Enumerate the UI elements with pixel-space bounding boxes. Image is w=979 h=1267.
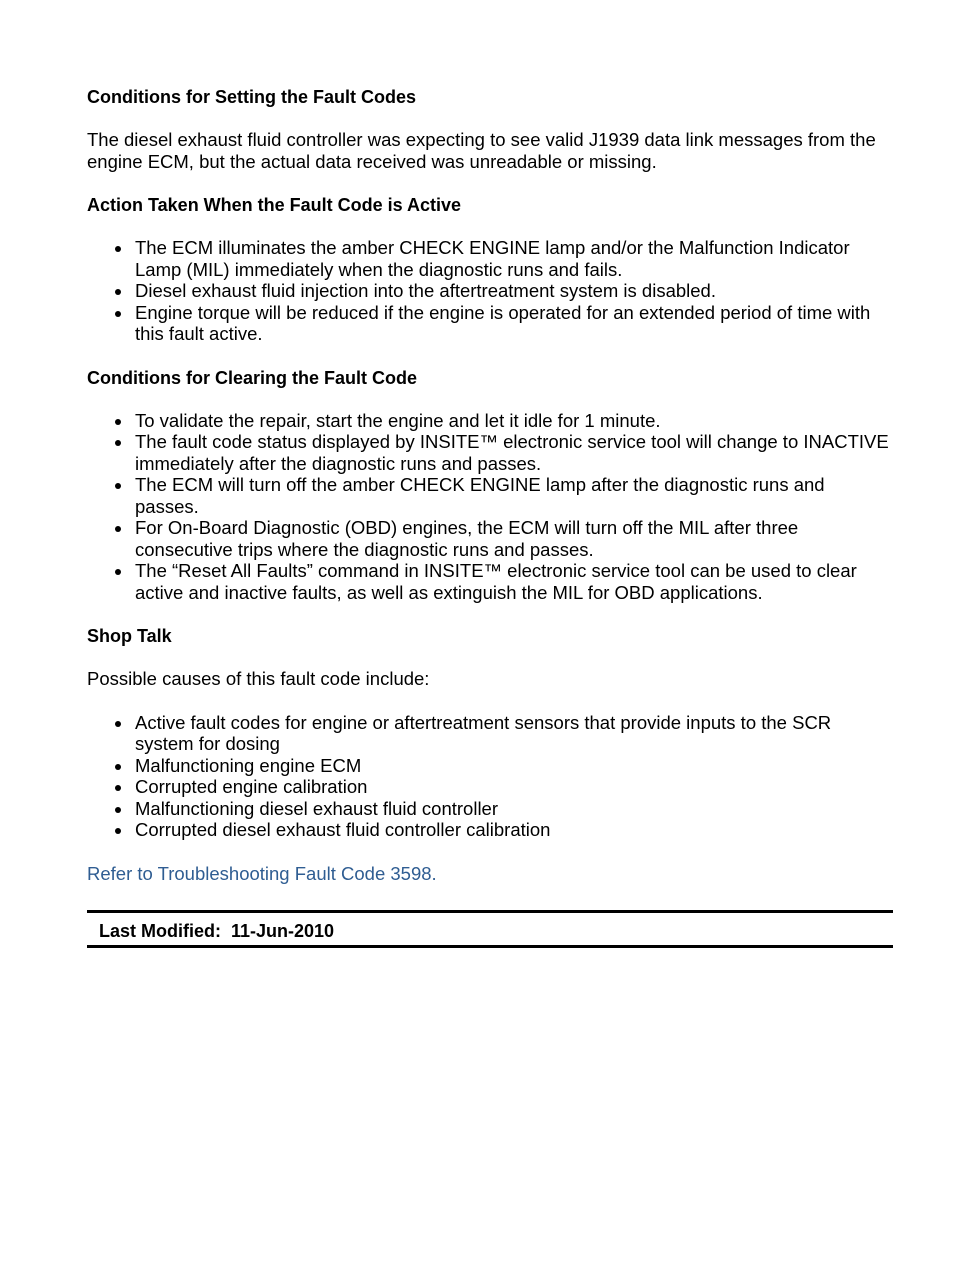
list-item-text: To validate the repair, start the engine and let it idle for 1 minute. <box>135 409 661 431</box>
setting-heading: Conditions for Setting the Fault Codes <box>87 87 416 107</box>
list-item-text: Corrupted diesel exhaust fluid controller calibration <box>135 819 551 840</box>
bullet-icon <box>115 246 121 252</box>
bullet-icon <box>115 419 121 425</box>
shoptalk-heading: Shop Talk <box>87 626 172 646</box>
shoptalk-text: Possible causes of this fault code include: <box>87 668 430 689</box>
causes-list <box>87 712 893 841</box>
list-item-text: Active fault codes for engine or aftertreatment sensors that provide inputs to the SCR system for dosing <box>135 711 832 754</box>
list-item <box>87 712 893 755</box>
list-item-text: The fault code status displayed by INSITE™ electronic service tool will change to INACTIVE immediately after the diagnostic runs and passes. <box>135 431 889 474</box>
bullet-icon <box>115 289 121 295</box>
document-body <box>87 86 893 906</box>
list-item-text: The ECM will turn off the amber CHECK ENGINE lamp after the diagnostic runs and passes. <box>135 474 825 517</box>
footer-bar <box>87 910 893 948</box>
clearing-list <box>87 410 893 604</box>
bullet-icon <box>115 785 121 791</box>
bullet-icon <box>115 807 121 813</box>
list-item <box>87 798 893 820</box>
bullet-icon <box>115 526 121 532</box>
setting-text: The diesel exhaust fluid controller was expecting to see valid J1939 data link messages from the engine ECM, but the actual data received was unreadable or missing. <box>87 129 876 172</box>
list-item <box>87 431 893 474</box>
action-list <box>87 237 893 345</box>
list-item <box>87 755 893 777</box>
bullet-icon <box>115 764 121 770</box>
list-item-text: The ECM illuminates the amber CHECK ENGINE lamp and/or the Malfunction Indicator Lamp (MIL) immediately when the diagnostic runs and fails. <box>135 237 850 280</box>
list-item-text: Malfunctioning diesel exhaust fluid controller <box>135 797 499 819</box>
list-item-text: Engine torque will be reduced if the engine is operated for an extended period of time with this fault active. <box>135 301 871 344</box>
list-item <box>87 560 893 603</box>
list-item <box>87 776 893 798</box>
list-item <box>87 819 893 841</box>
list-item <box>87 280 893 302</box>
list-item <box>87 237 893 280</box>
bullet-icon <box>115 721 121 727</box>
list-item-text: Malfunctioning engine ECM <box>135 754 362 776</box>
list-item <box>87 474 893 517</box>
list-item-text: Diesel exhaust fluid injection into the aftertreatment system is disabled. <box>135 280 716 301</box>
refer-troubleshooting-link[interactable]: Refer to Troubleshooting Fault Code 3598. <box>87 862 437 884</box>
bullet-icon <box>115 569 121 575</box>
list-item <box>87 410 893 432</box>
action-heading: Action Taken When the Fault Code is Active <box>87 195 462 215</box>
list-item <box>87 302 893 345</box>
bullet-icon <box>115 483 121 489</box>
last-modified: Last Modified: 11-Jun-2010 <box>99 921 335 941</box>
clearing-heading: Conditions for Clearing the Fault Code <box>87 367 417 388</box>
bullet-icon <box>115 311 121 317</box>
list-item <box>87 517 893 560</box>
bullet-icon <box>115 440 121 446</box>
list-item-text: Corrupted engine calibration <box>135 776 368 797</box>
list-item-text: The “Reset All Faults” command in INSITE™ electronic service tool can be used to clear active and inactive faults, as well as extinguish the MIL for OBD applications. <box>135 560 857 603</box>
bullet-icon <box>115 828 121 834</box>
list-item-text: For On-Board Diagnostic (OBD) engines, the ECM will turn off the MIL after three consecutive trips where the diagnostic runs and passes. <box>135 517 799 560</box>
